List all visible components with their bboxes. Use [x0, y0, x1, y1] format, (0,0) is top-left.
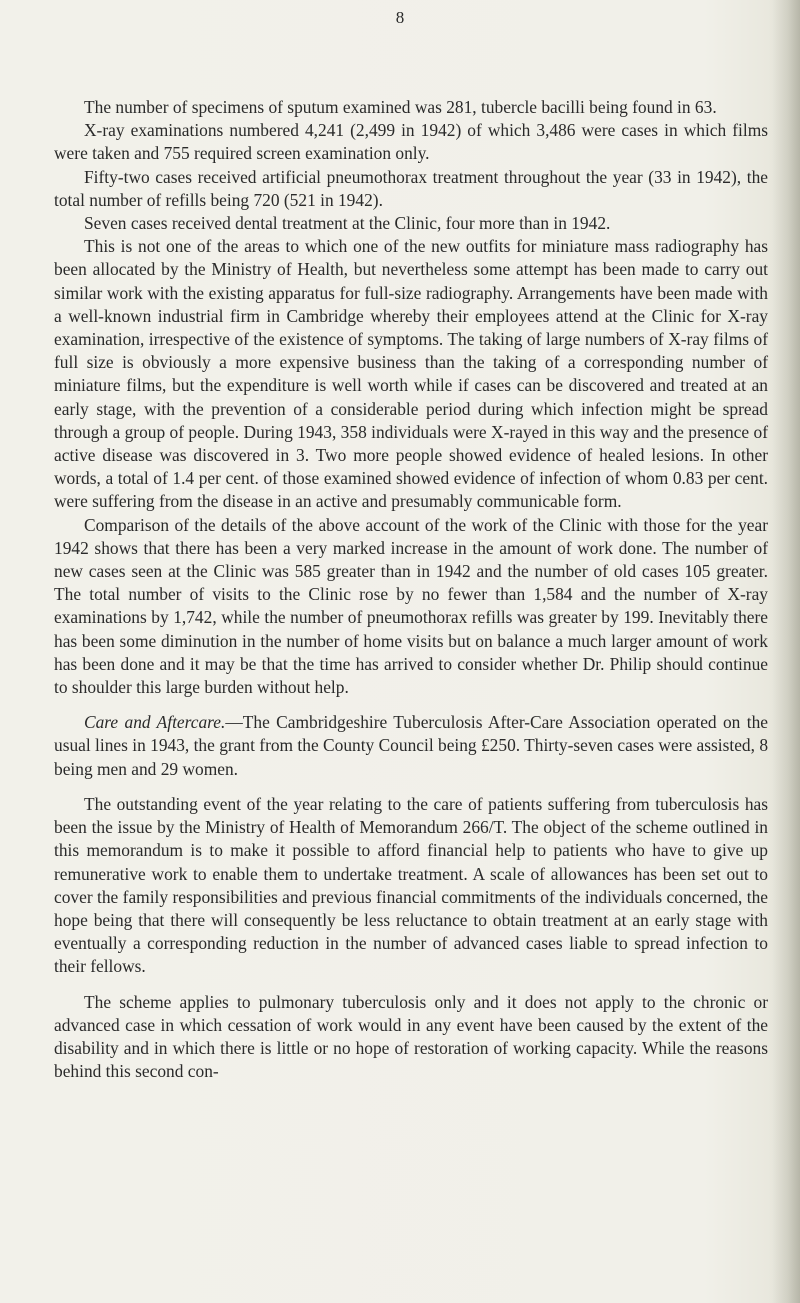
- paragraph-scheme: The scheme applies to pulmonary tuberculosis only and it does not apply to the chronic or advanced case in which cessation of work would in any event have been caused by the extent of the disability and in which there is little or no hope of restoration of working capacity. While the reasons behind this second con-: [54, 991, 768, 1082]
- care-body: —The Cambridgeshire Tuberculosis After-Care Association operated on the usual lines in 1943, the grant from the County Council being £250. Thirty-seven cases were assisted, 8 being men and 29 women.: [54, 712, 769, 779]
- care-heading: Care and Aftercare.: [84, 712, 226, 733]
- paragraph-care-aftercare: [54, 711, 768, 781]
- body-text: [54, 96, 768, 1083]
- page-number: 8: [395, 8, 405, 27]
- paragraph-xray: X-ray examinations numbered 4,241 (2,499 in 1942) of which 3,486 were cases in which films were taken and 755 required screen examination only.: [54, 120, 768, 164]
- paragraph-radiography: This is not one of the areas to which one of the new outfits for miniature mass radiography has been allocated by the Ministry of Health, but nevertheless some attempt has been made to carry out similar work with the existing apparatus for full-size radiography. Arrangements have been made with a well-known industrial firm in Cambridge whereby their employees attend at the Clinic for X-ray examination, irrespective of the existence of symptoms. The taking of large numbers of X-ray films of full size is obviously a more expensive business than the taking of a corresponding number of miniature films, but the expenditure is well worth while if cases can be discovered and treated at an early stage, with the prevention of a considerable period during which infection might be spread through a group of people. During 1943, 358 individuals were X-rayed in this way and the presence of active disease was discovered in 3. Two more people showed evidence of healed lesions. In other words, a total of 1.4 per cent. of those examined showed evidence of infection of whom 0.83 per cent. were suffering from the disease in an active and presumably communicable form.: [54, 236, 768, 512]
- paragraph-comparison: Comparison of the details of the above account of the work of the Clinic with those for the year 1942 shows that there has been a very marked increase in the amount of work done. The number of new cases seen at the Clinic was 585 greater than in 1942 and the number of old cases 105 greater. The total number of visits to the Clinic rose by no fewer than 1,584 and the number of X-ray examinations by 1,742, while the number of pneumothorax refills was greater by 199. Inevitably there has been some diminution in the number of home visits but on balance a much larger amount of work has been done and it may be that the time has arrived to consider whether Dr. Philip should continue to shoulder this large burden without help.: [54, 514, 768, 698]
- paragraph-pneumothorax: Fifty-two cases received artificial pneumothorax treatment throughout the year (33 in 1942), the total number of refills being 720 (521 in 1942).: [54, 166, 768, 210]
- paragraph-memorandum: The outstanding event of the year relating to the care of patients suffering from tuberculosis has been the issue by the Ministry of Health of Memorandum 266/T. The object of the scheme outlined in this memorandum is to make it possible to afford financial help to patients who have to give up remunerative work to enable them to undertake treatment. A scale of allowances has been set out to cover the family responsibilities and previous financial commitments of the individuals concerned, the hope being that there will consequently be less reluctance to obtain treatment at an early stage with eventually a corresponding reduction in the number of advanced cases liable to spread infection to their fellows.: [54, 793, 768, 977]
- page-edge-shadow: [772, 0, 800, 1303]
- paragraph-dental: Seven cases received dental treatment at the Clinic, four more than in 1942.: [84, 213, 611, 234]
- paragraph-sputum: The number of specimens of sputum examined was 281, tubercle bacilli being found in 63.: [84, 97, 717, 117]
